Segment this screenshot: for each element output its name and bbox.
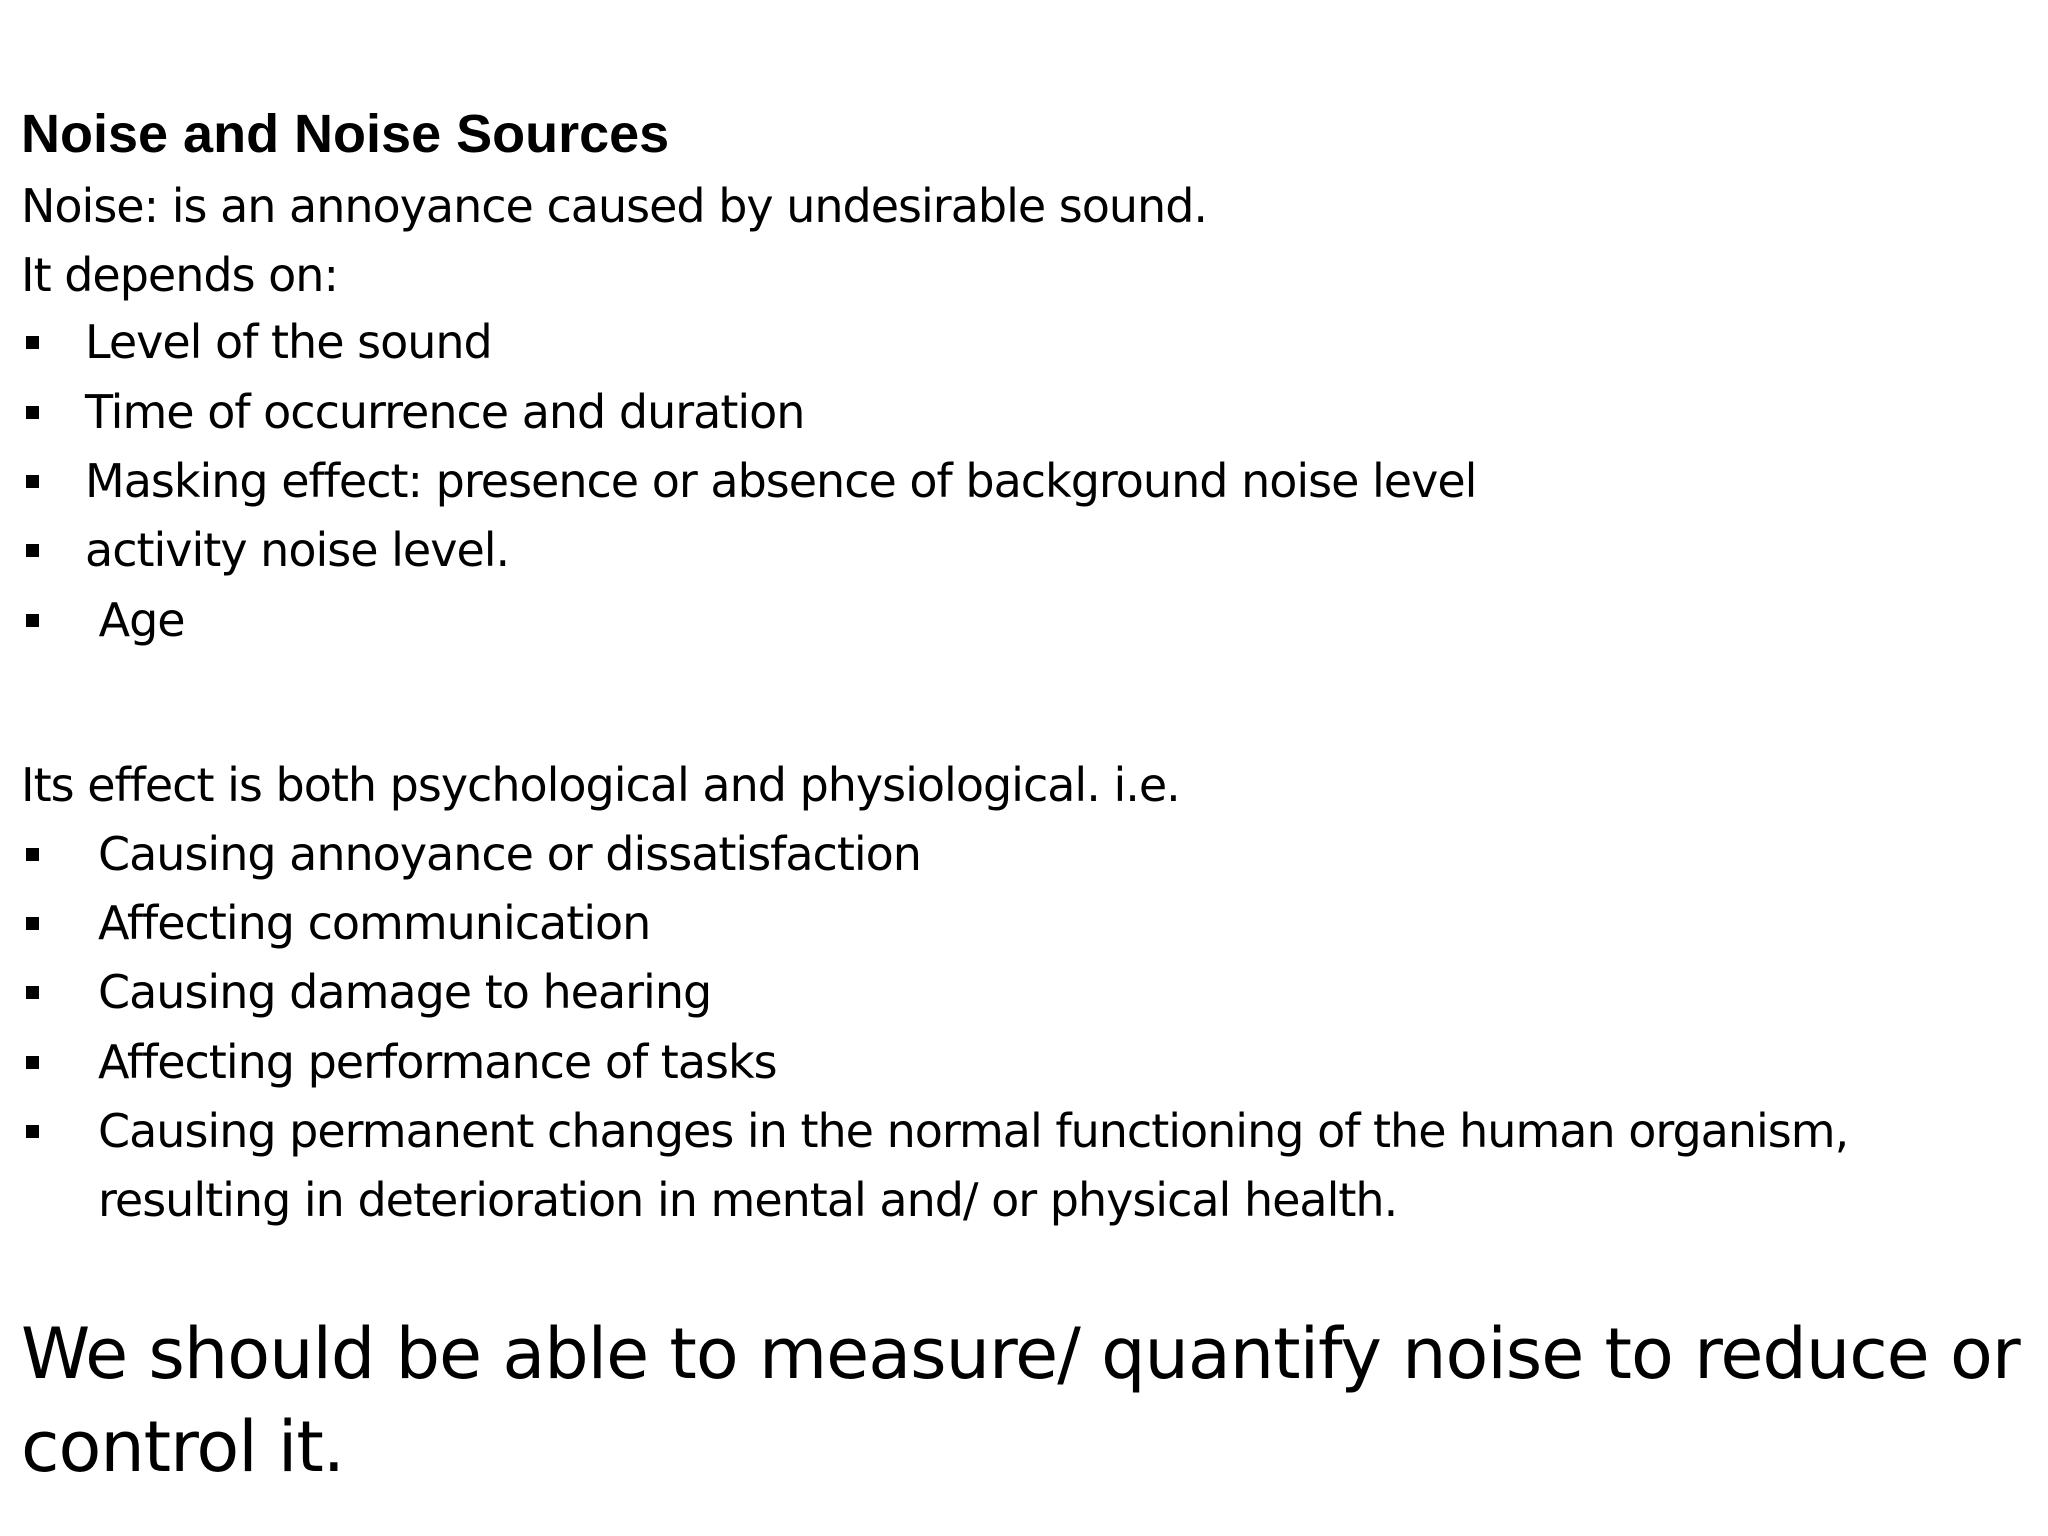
square-bullet-icon xyxy=(26,1056,39,1069)
definition-text: Noise: is an annoyance caused by undesirable sound. xyxy=(21,179,1208,233)
list-item-text: Causing permanent changes in the normal functioning of the human organism, xyxy=(98,1104,1849,1158)
list-item-text: Level of the sound xyxy=(85,315,492,369)
square-bullet-icon xyxy=(26,848,39,861)
square-bullet-icon xyxy=(26,1125,39,1138)
list-item-text: Affecting performance of tasks xyxy=(98,1035,777,1089)
square-bullet-icon xyxy=(26,986,39,999)
square-bullet-icon xyxy=(26,336,39,349)
list-item-text: Masking effect: presence or absence of background noise level xyxy=(85,454,1477,508)
square-bullet-icon xyxy=(26,544,39,557)
list-item-text: Affecting communication xyxy=(98,896,651,950)
list-item-text: Time of occurrence and duration xyxy=(85,385,805,439)
list-item-text: activity noise level. xyxy=(85,523,510,577)
square-bullet-icon xyxy=(26,406,39,419)
conclusion-text: We should be able to measure/ quantify noise to reduce or control it. xyxy=(21,1313,2020,1488)
square-bullet-icon xyxy=(26,614,39,627)
depends-intro: It depends on: xyxy=(21,248,338,302)
effect-intro: Its effect is both psychological and physiological. i.e. xyxy=(21,758,1180,812)
slide-title: Noise and Noise Sources xyxy=(21,104,670,164)
list-item-text: Causing annoyance or dissatisfaction xyxy=(98,827,921,881)
square-bullet-icon xyxy=(26,475,39,488)
list-item-continuation: resulting in deterioration in mental and/ or physical health. xyxy=(98,1173,1398,1227)
list-item-text: Causing damage to hearing xyxy=(98,965,712,1019)
list-item-text: Age xyxy=(85,593,185,647)
square-bullet-icon xyxy=(26,917,39,930)
